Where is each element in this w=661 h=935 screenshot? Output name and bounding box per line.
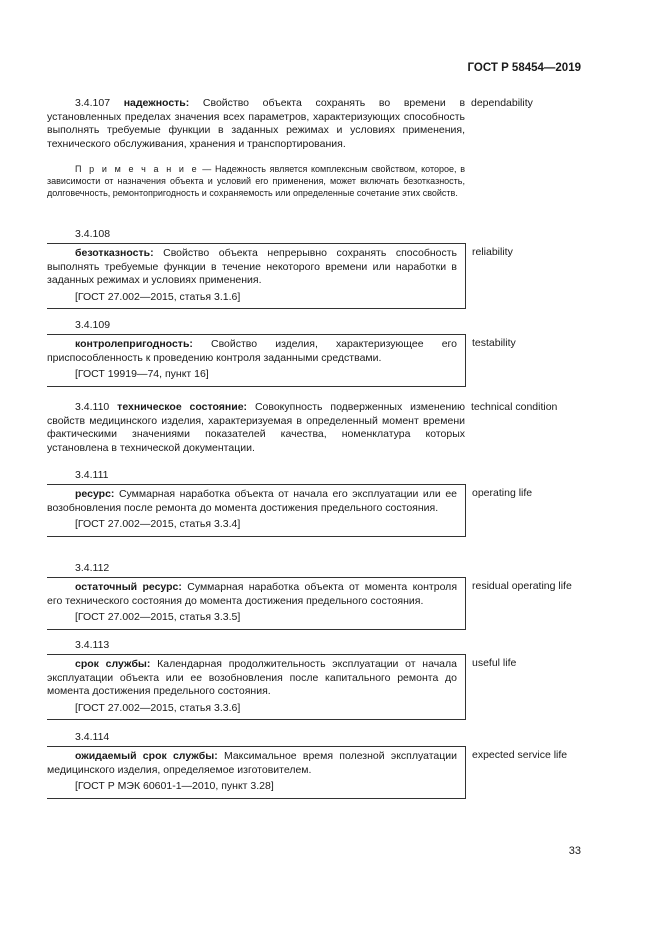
term-source: [ГОСТ 27.002—2015, статья 3.3.5] [75,611,241,624]
term-number: 3.4.107 [75,97,111,109]
term-entry [47,639,577,720]
term-english: useful life [472,657,517,669]
term-source: [ГОСТ 27.002—2015, статья 3.3.6] [75,701,241,714]
term-note [47,163,465,199]
term-english: testability [472,337,516,349]
term-entry [47,228,577,309]
term-english: residual operating life [472,580,572,592]
term-source: [ГОСТ 27.002—2015, статья 3.1.6] [75,290,241,303]
term-english: reliability [472,246,513,258]
term-entry [47,469,577,537]
term-definition: Суммарная наработка объекта от начала его эксплуатации или ее возобновления после ремонта до момента достижения предельного состояния. [47,488,458,514]
term-definition: Совокупность подверженных изменению свойств медицинского изделия, характеризуемая в определенный момент времени фактическими значениями показателей качества, номенклатура которых установлена в технической документации. [47,401,466,454]
term-entry [47,401,577,455]
term-source: [ГОСТ 19919—74, пункт 16] [75,368,209,381]
term-definition: Максимальное время полезной эксплуатации медицинского изделия, определяемое изготовителем. [47,750,458,776]
term-name: ресурс: [75,488,115,500]
term-name: срок службы: [75,658,151,670]
term-number: 3.4.109 [75,319,111,331]
term-definition: Свойство объекта сохранять во времени в установленных пределах значения всех параметров, характеризующих способность выполнять требуемые функции в заданных режимах и условиях применения, технического обслуживания, хранения и транспортирования. [47,97,466,150]
term-number: 3.4.113 [75,639,110,651]
term-english: operating life [472,487,533,499]
page-number: 33 [568,845,581,857]
term-name: техническое состояние: [117,401,248,413]
term-name: надежность: [123,97,190,109]
term-name: безотказность: [75,247,154,259]
term-name: остаточный ресурс: [75,581,182,593]
term-definition: Свойство объекта непрерывно сохранять способность выполнять требуемые функции в течение некоторого времени или наработки в заданных режимах и условиях применения. [47,247,458,287]
term-name: контролепригодность: [75,338,193,350]
term-definition: Календарная продолжительность эксплуатации от начала эксплуатации объекта или ее возобновления после капитального ремонта до момента достижения предельного состояния. [47,658,457,698]
term-entry [47,319,577,387]
page-header-standard: ГОСТ Р 58454—2019 [467,62,581,74]
term-english: dependability [471,97,533,109]
note-text: — Надежность является комплексным свойством, которое, в зависимости от назначения объекта и условий его применения, может включать безотказность, долговечность, ремонтопригодность и сохраняемость или определенные сочетание этих свойств. [47,164,465,199]
term-english: technical condition [471,401,558,413]
term-number: 3.4.110 [75,401,110,413]
term-name: ожидаемый срок службы: [75,750,218,762]
note-label: П р и м е ч а н и е [75,164,199,175]
term-number: 3.4.111 [75,469,109,481]
term-entry [47,97,577,199]
term-entry [47,562,577,630]
term-number: 3.4.114 [75,731,110,743]
term-number: 3.4.108 [75,228,111,240]
term-source: [ГОСТ Р МЭК 60601-1—2010, пункт 3.28] [75,780,274,793]
term-source: [ГОСТ 27.002—2015, статья 3.3.4] [75,518,241,531]
term-definition: Свойство изделия, характеризующее его приспособленность к проведению контроля заданными средствами. [47,338,457,364]
term-number: 3.4.112 [75,562,110,574]
term-entry [47,731,577,799]
term-english: expected service life [472,749,568,761]
term-definition: Суммарная наработка объекта от момента контроля его технического состояния до момента достижения предельного состояния. [47,581,457,607]
